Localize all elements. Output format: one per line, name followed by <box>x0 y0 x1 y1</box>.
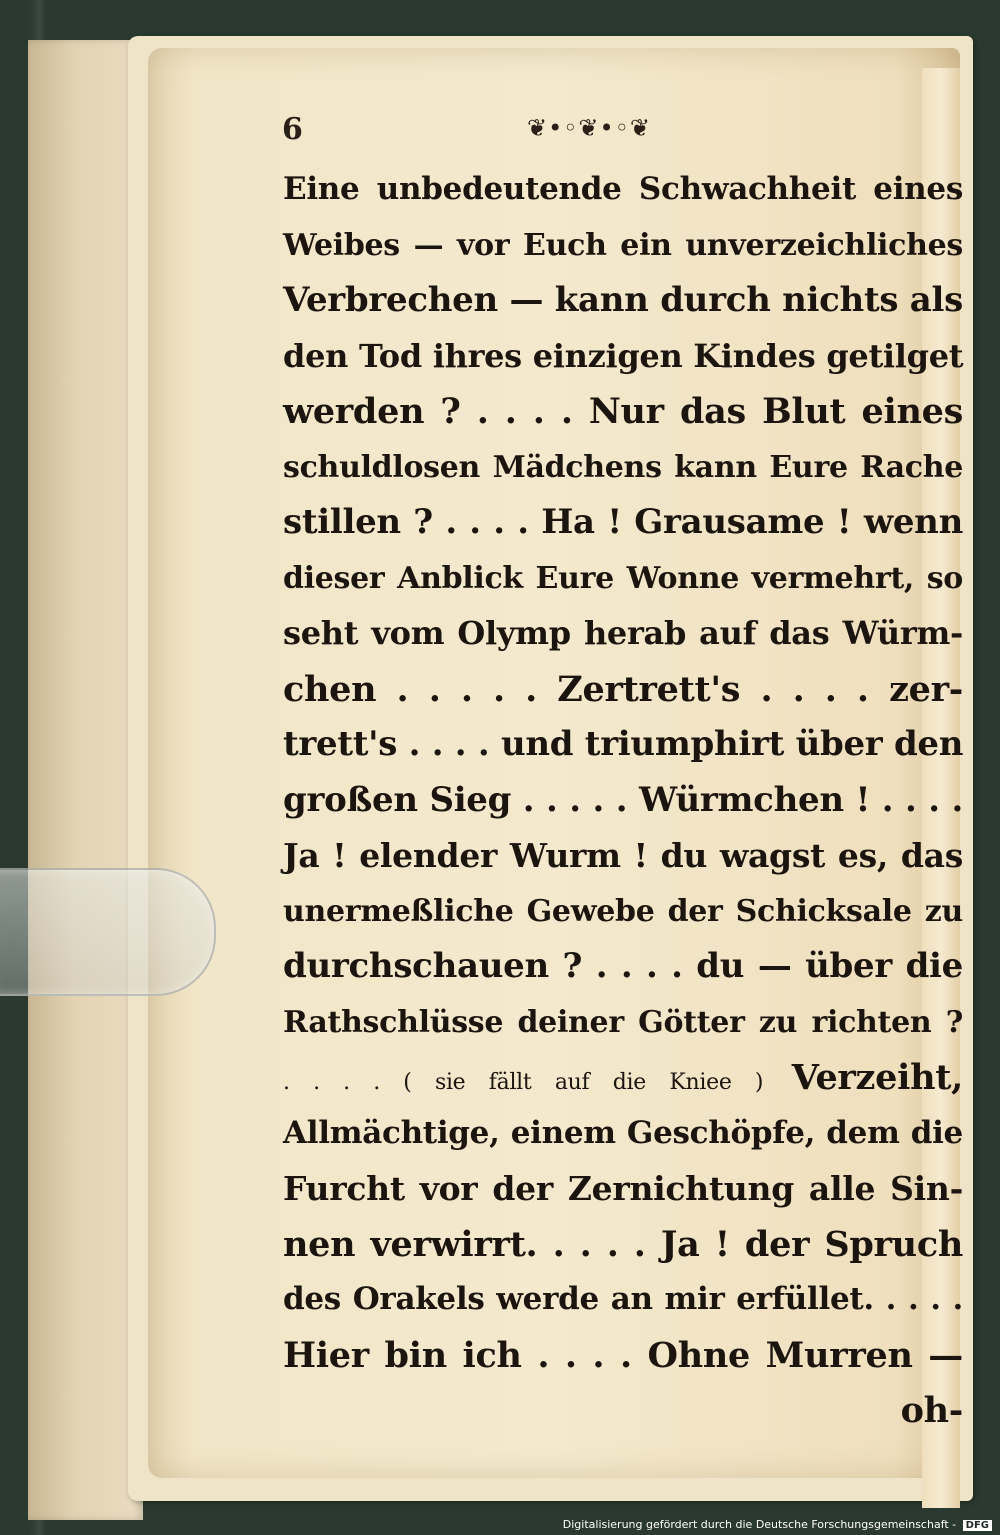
text-line: trett's . . . . und triumphirt über den <box>283 724 964 764</box>
text-line: chen . . . . . Zertrett's . . . . zer- <box>283 668 963 710</box>
text-line: Ja ! elender Wurm ! du wagst es, das <box>283 836 963 875</box>
book-binding <box>28 40 143 1520</box>
text-line: stillen ? . . . . Ha ! Grausame ! wenn <box>283 502 963 542</box>
footer-text: Digitalisierung gefördert durch die Deutsche Forschungsgemeinschaft - <box>562 1518 957 1531</box>
catchword: oh- <box>900 1390 963 1431</box>
text-line: Verbrechen — kann durch nichts als <box>283 280 963 320</box>
text-line: unermeßliche Gewebe der Schicksale zu <box>283 893 963 929</box>
page-header <box>282 112 962 152</box>
text-line: Eine unbedeutende Schwachheit eines <box>283 171 963 207</box>
text-line: großen Sieg . . . . . Würmchen ! . . . . <box>283 779 963 820</box>
text-line: nen verwirrt. . . . . Ja ! der Spruch <box>283 1223 963 1265</box>
text-line: Hier bin ich . . . . Ohne Murren — <box>283 1334 963 1376</box>
dfg-logo: DFG <box>963 1520 992 1531</box>
text-line: durchschauen ? . . . . du — über die <box>283 946 963 986</box>
header-ornament: ❦•◦❦•◦❦ <box>527 114 651 142</box>
page-number: 6 <box>282 112 303 147</box>
glass-page-clip <box>0 868 216 996</box>
text-line-stage-direction <box>283 1050 963 1106</box>
text-line: des Orakels werde an mir erfüllet. . . . . <box>283 1281 963 1317</box>
body-text <box>283 162 963 1439</box>
text-line: seht vom Olymp herab auf das Würm- <box>283 614 963 652</box>
text-line: Rathschlüsse deiner Götter zu richten ? <box>283 1004 963 1040</box>
text-line: Allmächtige, einem Geschöpfe, dem die <box>283 1114 963 1151</box>
text-line: den Tod ihres einzigen Kindes getilget <box>283 336 964 375</box>
footer-credit <box>563 1518 992 1531</box>
stage-direction: . . . . ( sie fällt auf die Kniee ) <box>283 1070 764 1095</box>
text-line-tail: Verzeiht, <box>791 1057 963 1098</box>
text-line: werden ? . . . . Nur das Blut eines <box>283 391 963 432</box>
text-line: Weibes — vor Euch ein unverzeichliches <box>283 227 963 263</box>
text-line: schuldlosen Mädchens kann Eure Rache <box>283 449 963 485</box>
text-line: dieser Anblick Eure Wonne vermehrt, so <box>283 560 963 596</box>
text-line: Furcht vor der Zernichtung alle Sin- <box>283 1169 963 1208</box>
